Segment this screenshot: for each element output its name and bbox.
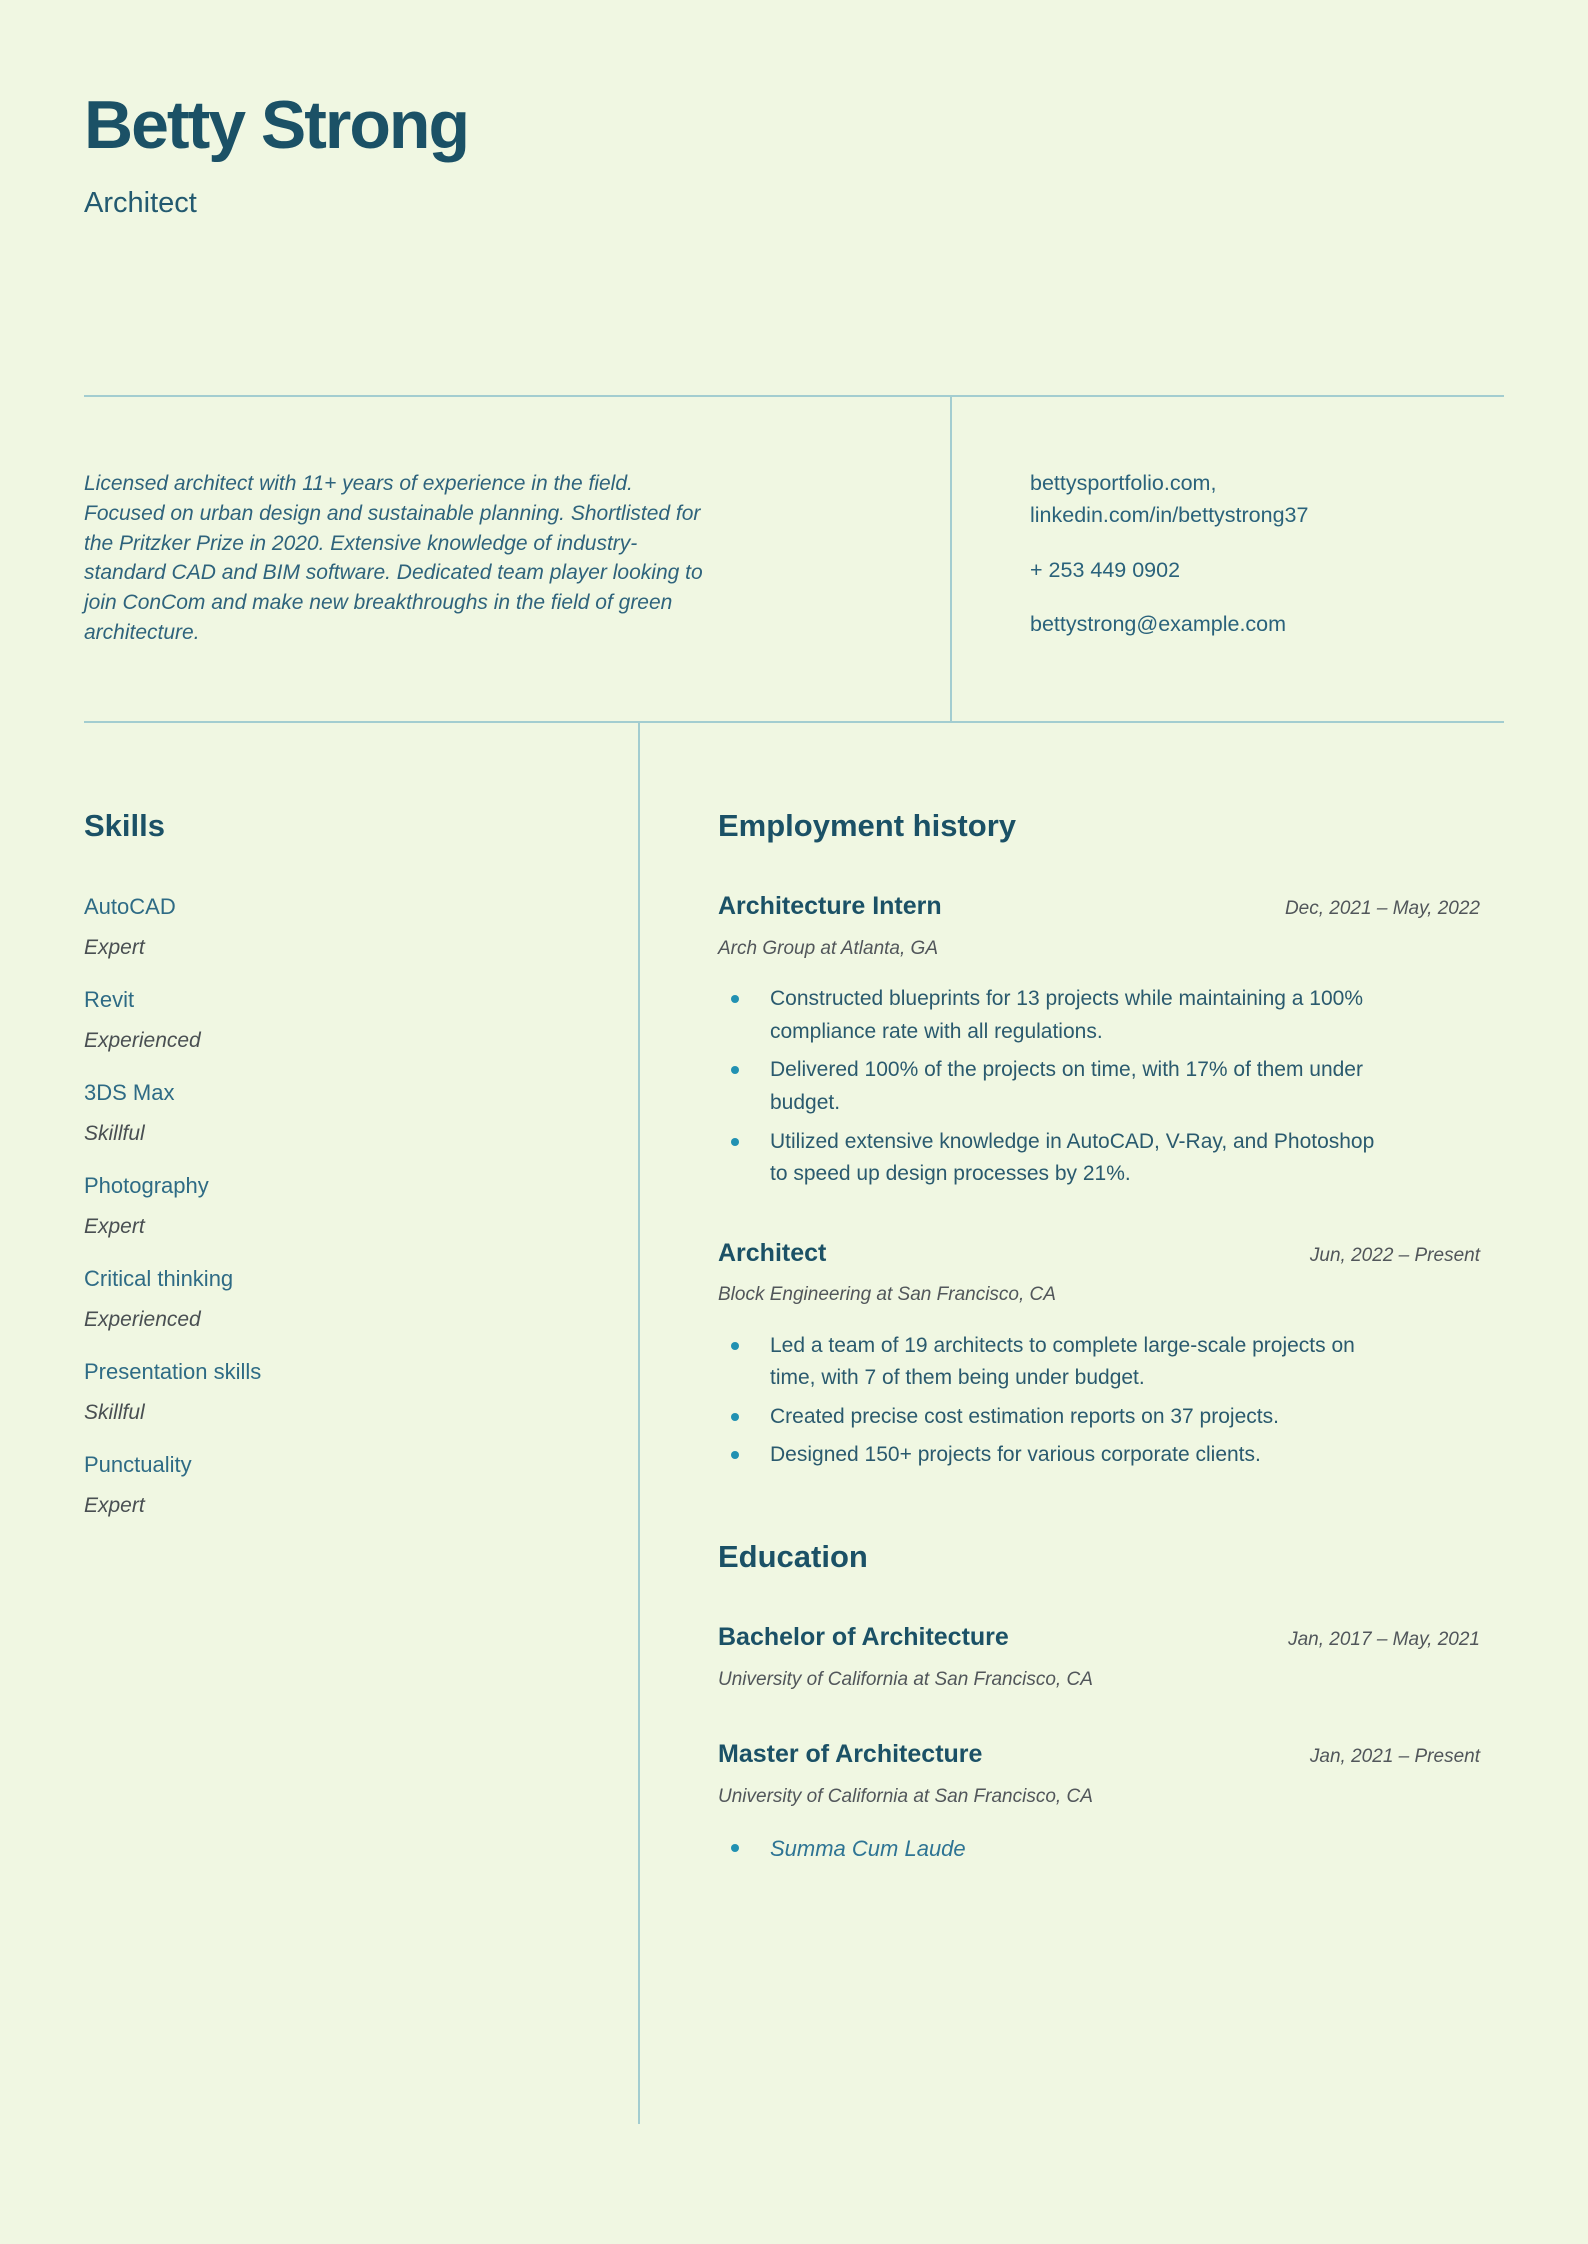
website-link: bettysportfolio.com, (1030, 471, 1217, 495)
summary-text: Licensed architect with 11+ years of experience in the field. Focused on urban design and sustainable planning. Shortlisted for the Pritzker Prize in 2020. Extensive knowledge of industry-standard CAD and BIM software. Dedicated team player looking to join ConCom and make new breakthroughs in the field of green architecture. (84, 472, 703, 645)
job-bullet: Constructed blueprints for 13 projects while maintaining a 100% compliance rate with all regulations. (718, 983, 1380, 1048)
skill-item (84, 1078, 578, 1147)
skill-name: 3DS Max (84, 1080, 175, 1106)
job-bullet: Led a team of 19 architects to complete large-scale projects on time, with 7 of them being under budget. (718, 1330, 1380, 1395)
skill-name: Punctuality (84, 1452, 192, 1478)
skill-name: Critical thinking (84, 1266, 234, 1292)
person-name: Betty Strong (84, 87, 468, 163)
degree-title: Master of Architecture (718, 1740, 983, 1769)
job-bullet: Delivered 100% of the projects on time, with 17% of them under budget. (718, 1054, 1380, 1119)
job-header (718, 890, 1480, 923)
job-bullet: Designed 150+ projects for various corporate clients. (718, 1439, 1380, 1472)
job-dates: Jun, 2022 – Present (1309, 1244, 1480, 1266)
education-bullet: Summa Cum Laude (718, 1832, 1380, 1866)
skill-level: Skillful (84, 1400, 145, 1424)
skill-name: Revit (84, 987, 135, 1013)
linkedin-link: linkedin.com/in/bettystrong37 (1030, 503, 1309, 528)
job-bullet: Created precise cost estimation reports on 37 projects. (718, 1401, 1380, 1434)
contact-email-group (1030, 608, 1504, 640)
job-header (718, 1237, 1480, 1270)
job-dates: Dec, 2021 – May, 2022 (1284, 898, 1480, 920)
contact-links (1030, 467, 1504, 532)
skill-item (84, 1357, 578, 1426)
header (0, 0, 1588, 395)
skill-level: Experienced (84, 1307, 201, 1331)
skills-heading: Skills (84, 808, 165, 843)
history-column (640, 723, 1504, 2124)
job-company: Arch Group at Atlanta, GA (718, 937, 939, 959)
skill-level: Skillful (84, 1121, 145, 1145)
email-address: bettystrong@example.com (1030, 611, 1287, 636)
phone-number: + 253 449 0902 (1030, 557, 1181, 582)
skill-level: Expert (84, 1214, 145, 1238)
skill-item (84, 892, 578, 961)
education-header (718, 1738, 1480, 1771)
skill-level: Experienced (84, 1028, 201, 1052)
job-bullet-list (718, 1330, 1380, 1472)
main-columns (84, 723, 1504, 2124)
skill-item (84, 1171, 578, 1240)
job-entry (718, 890, 1480, 1190)
education-dates: Jan, 2021 – Present (1309, 1746, 1480, 1768)
school-name: University of California at San Francisco, CA (718, 1668, 1093, 1690)
school-name: University of California at San Francisco, CA (718, 1785, 1093, 1807)
skills-column (84, 723, 638, 2124)
skill-item (84, 1264, 578, 1333)
education-bullet-list (718, 1832, 1380, 1866)
education-entry (718, 1621, 1480, 1692)
job-company: Block Engineering at San Francisco, CA (718, 1284, 1056, 1306)
job-title: Architecture Intern (718, 892, 942, 921)
skill-item (84, 1450, 578, 1519)
skill-level: Expert (84, 935, 145, 959)
skill-level: Expert (84, 1493, 145, 1517)
skill-name: Presentation skills (84, 1359, 262, 1385)
skill-name: Photography (84, 1173, 209, 1199)
degree-title: Bachelor of Architecture (718, 1623, 1009, 1652)
education-dates: Jan, 2017 – May, 2021 (1288, 1629, 1480, 1651)
job-bullet: Utilized extensive knowledge in AutoCAD, V-Ray, and Photoshop to speed up design processes by 21%. (718, 1126, 1380, 1191)
summary-contact-row (84, 397, 1504, 721)
education-section (718, 1538, 1480, 1575)
contact-phone-group (1030, 554, 1504, 586)
skill-item (84, 985, 578, 1054)
education-heading: Education (718, 1539, 868, 1575)
contact-block (952, 397, 1504, 721)
skill-name: AutoCAD (84, 894, 176, 920)
job-title: Architect (718, 1238, 827, 1267)
job-entry (718, 1237, 1480, 1472)
summary-block (84, 397, 950, 721)
education-entry (718, 1738, 1480, 1865)
person-title: Architect (84, 187, 197, 220)
employment-heading: Employment history (718, 808, 1016, 843)
job-bullet-list (718, 983, 1380, 1190)
education-header (718, 1621, 1480, 1654)
